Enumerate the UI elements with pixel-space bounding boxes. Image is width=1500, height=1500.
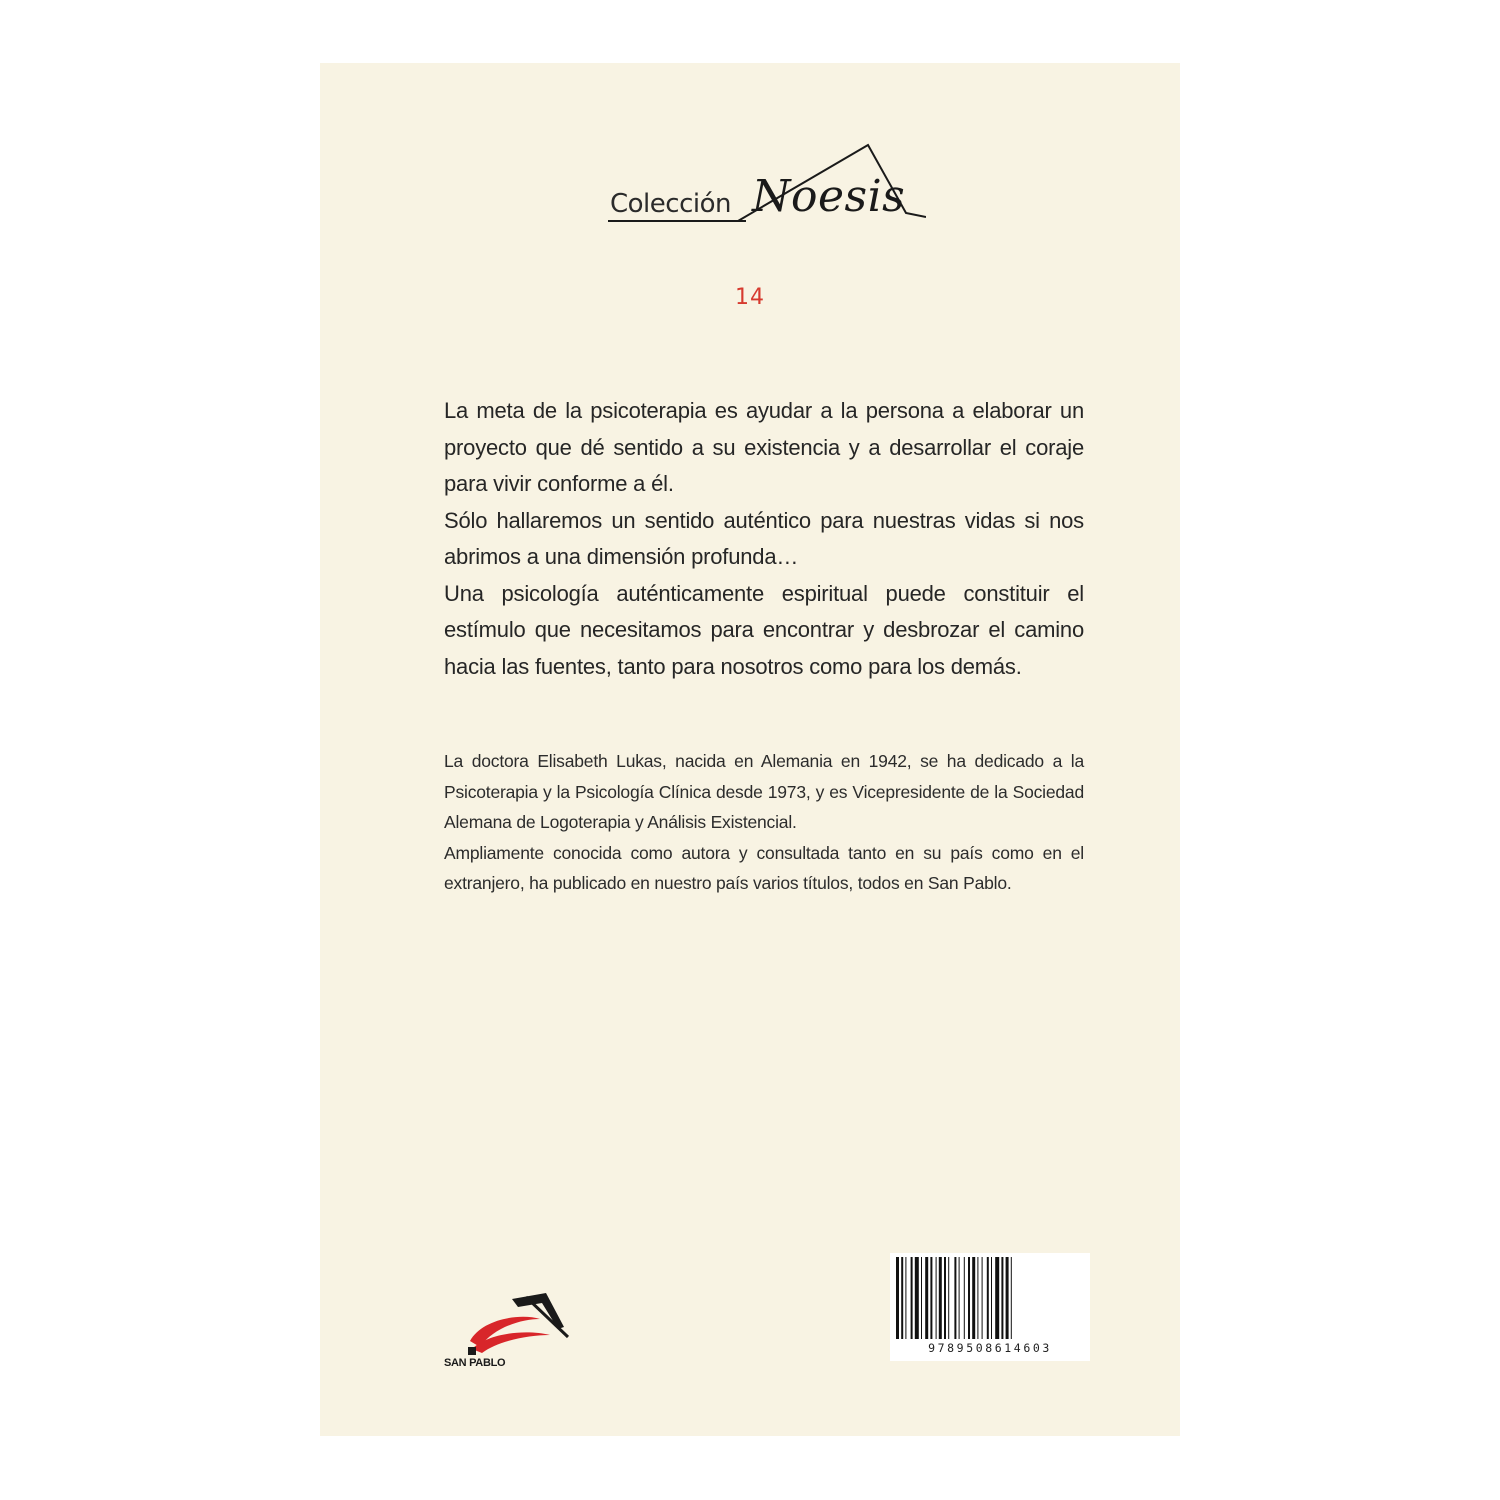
- barcode-bar: [915, 1257, 919, 1339]
- barcode-bar: [1001, 1257, 1003, 1339]
- barcode-bar: [936, 1257, 937, 1339]
- collection-name: Noesis: [752, 171, 906, 222]
- publisher-name: SAN PABLO: [444, 1357, 506, 1369]
- isbn-barcode: [890, 1253, 1090, 1361]
- barcode-bar: [896, 1257, 899, 1339]
- barcode-bar: [972, 1257, 975, 1339]
- author-bio: [444, 746, 1084, 899]
- barcode-bar: [982, 1257, 983, 1339]
- back-cover: [320, 63, 1180, 1436]
- barcode-bar: [901, 1257, 903, 1339]
- blurb-paragraph: Sólo hallaremos un sentido auténtico para nuestras vidas si nos abrimos a una dimensión profunda…: [444, 507, 1084, 569]
- blurb-paragraph: Una psicología auténticamente espiritual puede constituir el estímulo que necesitamos para encontrar y desbrozar el camino hacia las fuentes, tanto para nosotros como para los demás.: [444, 580, 1084, 679]
- barcode-bar: [964, 1257, 965, 1339]
- barcode-bar: [948, 1257, 949, 1339]
- barcode-digits: 9789508614603: [928, 1341, 1052, 1355]
- author-bio-paragraph: La doctora Elisabeth Lukas, nacida en Alemania en 1942, se ha dedicado a la Psicoterapia y la Psicología Clínica desde 1973, y es Vicepresidente de la Sociedad Alemana de Logoterapia y Análisis Existencial.: [444, 751, 1084, 832]
- barcode-bar: [911, 1257, 913, 1339]
- barcode-bars: [890, 1253, 1090, 1341]
- back-cover-blurb: [444, 393, 1084, 685]
- collection-logo: [606, 141, 926, 231]
- barcode-bar: [987, 1257, 989, 1339]
- author-bio-paragraph: Ampliamente conocida como autora y consultada tanto en su país como en el extranjero, ha publicado en nuestro país varios títulos, todos en San Pablo.: [444, 842, 1084, 893]
- barcode-bar: [1006, 1257, 1009, 1339]
- barcode-bar: [959, 1257, 960, 1339]
- barcode-bar: [991, 1257, 992, 1339]
- barcode-bar: [944, 1257, 946, 1339]
- volume-number: 14: [735, 285, 765, 310]
- barcode-bar: [995, 1257, 999, 1339]
- collection-label: Colección: [610, 189, 731, 219]
- san-pablo-sword-icon: [442, 1289, 572, 1359]
- barcode-bar: [977, 1257, 978, 1339]
- barcode-bar: [921, 1257, 922, 1339]
- barcode-bar: [968, 1257, 970, 1339]
- barcode-bar: [1011, 1257, 1012, 1339]
- barcode-bar: [930, 1257, 932, 1339]
- barcode-bar: [905, 1257, 906, 1339]
- barcode-bar: [954, 1257, 956, 1339]
- blurb-paragraph: La meta de la psicoterapia es ayudar a la persona a elaborar un proyecto que dé sentido a su existencia y a desarrollar el coraje para vivir conforme a él.: [444, 398, 1084, 496]
- publisher-logo: [442, 1289, 572, 1379]
- barcode-bar: [939, 1257, 942, 1339]
- barcode-bar: [925, 1257, 928, 1339]
